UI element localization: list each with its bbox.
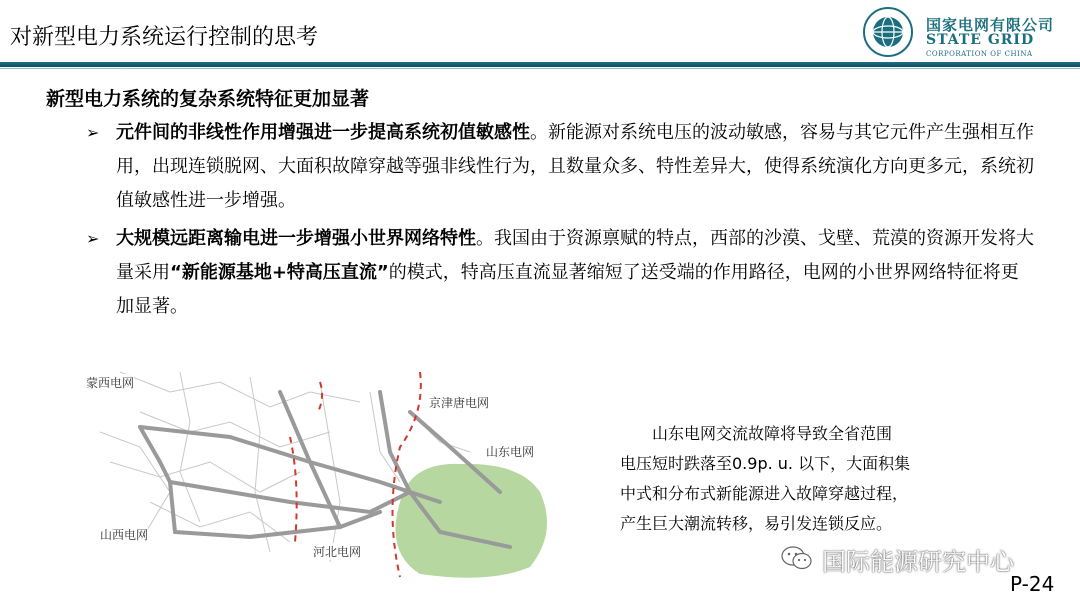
logo-name-sub: CORPORATION OF CHINA [926, 50, 1033, 58]
bullet-bold-2: 大规模远距离输电进一步增强小世界网络特性 [116, 228, 476, 249]
caption-line-1: 山东电网交流故障将导致全省范围 [652, 424, 893, 443]
map-caption [620, 419, 980, 539]
header-divider [0, 62, 1080, 67]
state-grid-logo [862, 4, 1072, 60]
map-label-mengxi: 蒙西电网 [86, 376, 135, 390]
header-divider-thin [0, 68, 1080, 69]
bullet-bold-inline-2: “新能源基地+特高压直流” [170, 262, 389, 283]
bullet-arrow-icon: ➢ [86, 123, 100, 142]
grid-network-map [80, 352, 570, 582]
logo-name-en: STATE GRID [926, 32, 1035, 48]
bullet-text-1 [116, 116, 1036, 218]
page-number: P-24 [1010, 572, 1055, 596]
map-label-shandong: 山东电网 [486, 445, 535, 459]
state-grid-emblem-icon [862, 6, 914, 58]
map-label-shanxi: 山西电网 [100, 528, 149, 542]
watermark-text: 国际能源研究中心 [822, 548, 1014, 576]
bullet-body-2a: 。我国由于资源禀赋的特点，西部的沙漠、戈壁、荒漠的资源开发将大量采用 [116, 228, 1034, 283]
bullet-body-1: 。新能源对系统电压的波动敏感，容易与其它元件产生强相互作用，出现连锁脱网、大面积故障穿越等强非线性行为，且数量众多、特性差异大，使得系统演化方向更多元，系统初值敏感性进一步增强。 [116, 122, 1034, 211]
map-label-jingjintang: 京津唐电网 [429, 396, 490, 410]
caption-line-3: 中式和分布式新能源进入故障穿越过程， [620, 484, 909, 503]
bullet-item-1 [86, 116, 1036, 218]
wechat-icon [780, 544, 814, 572]
slide-title: 对新型电力系统运行控制的思考 [10, 25, 319, 50]
caption-line-2: 电压短时跌落至0.9p. u. 以下，大面积集 [620, 454, 911, 473]
shandong-region [396, 464, 548, 578]
bullet-text-2 [116, 222, 1036, 324]
caption-line-4: 产生巨大潮流转移，易引发连锁反应。 [620, 514, 893, 533]
logo-name-cn: 国家电网有限公司 [926, 16, 1055, 34]
map-label-hebei: 河北电网 [313, 545, 362, 559]
bullet-bold-1: 元件间的非线性作用增强进一步提高系统初值敏感性 [116, 122, 530, 143]
bullet-arrow-icon: ➢ [86, 229, 100, 248]
section-heading: 新型电力系统的复杂系统特征更加显著 [46, 88, 370, 110]
bullet-item-2 [86, 222, 1036, 324]
bullet-body-2b: 的模式，特高压直流显著缩短了送受端的作用路径，电网的小世界网络特征将更加显著。 [116, 262, 1019, 317]
